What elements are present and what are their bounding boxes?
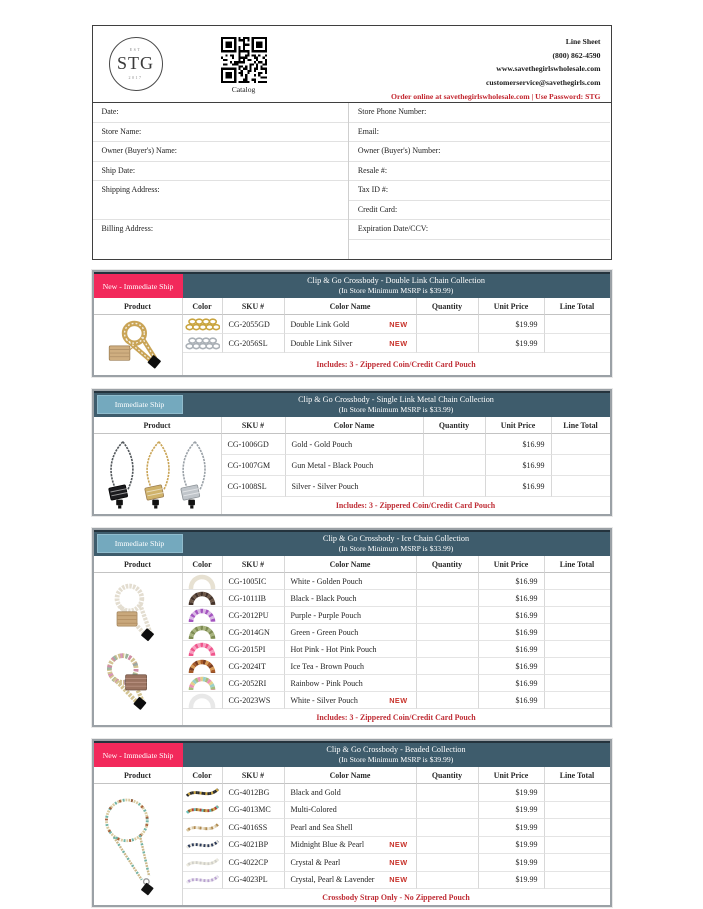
color-name-text: Multi-Colored <box>290 805 337 815</box>
color-name-text: Pearl and Sea Shell <box>290 822 353 832</box>
sku-cell: CG-2052RI <box>223 675 285 692</box>
collection-grid <box>94 556 610 725</box>
chain-swatch-icon <box>185 317 220 332</box>
contact-block <box>390 33 601 101</box>
product-image-cell <box>94 784 183 905</box>
color-name-text: Gold - Gold Pouch <box>291 439 353 449</box>
line-sheet-page <box>92 0 612 907</box>
beaded-crossbody-image <box>97 787 179 902</box>
logo-year-text: 2017 <box>128 74 143 80</box>
form-field-blank[interactable] <box>349 240 611 260</box>
bead-arc-swatch-icon <box>187 590 217 606</box>
double-link-crossbody-image <box>97 318 179 372</box>
color-name-cell <box>286 434 424 455</box>
table-footer-note: Includes: 3 - Zippered Coin/Credit Card Pouch <box>335 501 496 510</box>
new-item-tag: NEW <box>389 338 408 348</box>
column-header-unit-price: Unit Price <box>479 556 545 573</box>
color-swatch-cg-1011ib <box>183 590 223 607</box>
unit-price-cell: $19.99 <box>479 334 545 353</box>
quantity-cell[interactable] <box>424 434 486 455</box>
collection-titles <box>183 393 610 417</box>
product-image-cell <box>94 315 183 375</box>
badge-area <box>94 393 183 417</box>
sku-cell: CG-4023PL <box>223 872 285 890</box>
line-total-cell[interactable] <box>552 434 610 455</box>
collection-msrp-subtitle: (In Store Minimum MSRP is $39.99) <box>338 286 454 296</box>
new-item-tag: NEW <box>389 319 408 329</box>
new-item-tag: NEW <box>389 875 408 885</box>
column-header-color: Color <box>183 767 223 784</box>
quantity-cell[interactable] <box>417 802 479 820</box>
quantity-cell[interactable] <box>417 692 479 709</box>
sku-cell: CG-4013MC <box>223 802 285 820</box>
color-swatch-cg-4023pl <box>183 872 223 890</box>
color-name-cell <box>285 819 417 837</box>
sku-cell: CG-1007GM <box>222 455 286 476</box>
quantity-cell[interactable] <box>424 455 486 476</box>
color-name-text: Double Link Silver <box>290 338 353 348</box>
unit-price-cell: $16.99 <box>479 675 545 692</box>
color-name-text: White - Silver Pouch <box>290 695 358 705</box>
collection-table-clip-go-crossbody-beaded-collection <box>92 739 612 907</box>
color-name-text: Black and Gold <box>290 787 341 797</box>
table-footer-note: Includes: 3 - Zippered Coin/Credit Card Pouch <box>316 359 476 369</box>
sku-cell: CG-2024IT <box>223 658 285 675</box>
column-header-color-name: Color Name <box>285 298 417 315</box>
unit-price-cell: $19.99 <box>479 802 545 820</box>
table-title-bar <box>94 391 610 417</box>
collection-title: Clip & Go Crossbody - Beaded Collection <box>326 744 466 754</box>
column-header-unit-price: Unit Price <box>479 298 545 315</box>
column-header-color-name: Color Name <box>286 417 424 434</box>
collection-titles <box>183 743 610 767</box>
badge-area <box>94 274 183 298</box>
quantity-cell[interactable] <box>417 641 479 658</box>
color-name-cell <box>285 641 417 658</box>
unit-price-cell: $16.99 <box>479 658 545 675</box>
table-title-bar <box>94 741 610 767</box>
color-name-text: Silver - Silver Pouch <box>291 481 359 491</box>
form-field-owner-buyer-s-name[interactable]: Owner (Buyer's) Name: <box>93 142 348 162</box>
form-field-email[interactable]: Email: <box>349 123 611 143</box>
color-swatch-cg-2012pu <box>183 607 223 624</box>
column-header-line-total: Line Total <box>552 417 610 434</box>
unit-price-cell: $16.99 <box>479 641 545 658</box>
new-item-tag: NEW <box>389 857 408 867</box>
color-name-cell <box>285 624 417 641</box>
color-name-cell <box>285 837 417 855</box>
color-swatch-cg-2055gd <box>183 315 223 334</box>
column-header-quantity: Quantity <box>417 556 479 573</box>
unit-price-cell: $16.99 <box>486 476 552 497</box>
column-header-quantity: Quantity <box>417 767 479 784</box>
line-total-cell[interactable] <box>545 872 610 890</box>
bead-strand-swatch-icon <box>185 820 220 835</box>
color-swatch-cg-2024it <box>183 658 223 675</box>
column-header-product: Product <box>94 767 183 784</box>
stg-logo <box>109 37 163 91</box>
color-name-text: Crystal & Pearl <box>290 857 341 867</box>
product-image-cell <box>94 434 222 514</box>
color-name-text: Green - Green Pouch <box>290 627 359 637</box>
form-field-resale[interactable]: Resale #: <box>349 162 611 182</box>
line-total-cell[interactable] <box>545 590 610 607</box>
collection-title: Clip & Go Crossbody - Single Link Metal Chain Collection <box>298 394 494 404</box>
color-name-cell <box>285 784 417 802</box>
line-total-cell[interactable] <box>545 802 610 820</box>
column-header-color: Color <box>183 556 223 573</box>
quantity-cell[interactable] <box>417 590 479 607</box>
qr-catalog-label: Catalog <box>231 85 256 94</box>
bead-strand-swatch-icon <box>185 802 220 817</box>
ice-chain-pair-image <box>97 576 179 722</box>
form-field-tax-id[interactable]: Tax ID #: <box>349 181 611 201</box>
color-swatch-cg-4013mc <box>183 802 223 820</box>
new-item-tag: NEW <box>389 695 408 705</box>
quantity-cell[interactable] <box>417 675 479 692</box>
logo-name-text: STG <box>116 53 154 74</box>
unit-price-cell: $19.99 <box>479 315 545 334</box>
catalog-qr-block <box>219 35 269 97</box>
color-swatch-cg-2052ri <box>183 675 223 692</box>
line-total-cell[interactable] <box>552 476 610 497</box>
badge-inset <box>94 393 183 417</box>
collection-titles <box>183 532 610 556</box>
ship-status-badge: New - Immediate Ship <box>94 743 183 767</box>
sku-cell: CG-2014GN <box>223 624 285 641</box>
line-total-cell[interactable] <box>545 854 610 872</box>
line-total-cell[interactable] <box>545 784 610 802</box>
unit-price-cell: $16.99 <box>479 624 545 641</box>
table-title-bar <box>94 530 610 556</box>
form-field-date[interactable]: Date: <box>93 103 348 123</box>
form-field-expiration-date-ccv[interactable]: Expiration Date/CCV: <box>349 220 611 240</box>
line-total-cell[interactable] <box>545 624 610 641</box>
bead-arc-swatch-icon <box>187 573 217 589</box>
color-name-cell <box>285 334 417 353</box>
color-name-cell <box>285 802 417 820</box>
bead-arc-swatch-icon <box>187 658 217 674</box>
product-image-cell <box>94 573 183 725</box>
order-info-form <box>93 103 611 259</box>
line-total-cell[interactable] <box>545 658 610 675</box>
collection-title: Clip & Go Crossbody - Double Link Chain Collection <box>307 275 485 285</box>
line-total-cell[interactable] <box>552 455 610 476</box>
color-name-text: Crystal, Pearl & Lavender <box>290 875 375 885</box>
column-header-color: Color <box>183 298 223 315</box>
ship-status-badge: New - Immediate Ship <box>94 274 183 298</box>
quantity-cell[interactable] <box>417 658 479 675</box>
line-total-cell[interactable] <box>545 315 610 334</box>
badge-area <box>94 532 183 556</box>
color-swatch-cg-4022cp <box>183 854 223 872</box>
color-name-cell <box>285 590 417 607</box>
form-field-credit-card[interactable]: Credit Card: <box>349 201 611 221</box>
quantity-cell[interactable] <box>417 624 479 641</box>
color-name-cell <box>285 675 417 692</box>
sku-cell: CG-2023WS <box>223 692 285 709</box>
sku-cell: CG-1005IC <box>223 573 285 590</box>
color-name-cell <box>286 455 424 476</box>
document-header <box>93 26 611 103</box>
sku-cell: CG-2056SL <box>223 334 285 353</box>
order-online-note: Order online at savethegirlswholesale.com | Use Password: STG <box>390 91 601 101</box>
quantity-cell[interactable] <box>417 607 479 624</box>
collection-grid <box>94 417 610 514</box>
quantity-cell[interactable] <box>417 315 479 334</box>
unit-price-cell: $19.99 <box>479 784 545 802</box>
line-total-cell[interactable] <box>545 641 610 658</box>
form-field-shipping-address[interactable]: Shipping Address: <box>93 181 348 220</box>
color-name-cell <box>285 854 417 872</box>
color-swatch-cg-2015pi <box>183 641 223 658</box>
line-total-cell[interactable] <box>545 334 610 353</box>
line-total-cell[interactable] <box>545 819 610 837</box>
color-swatch-cg-4021bp <box>183 837 223 855</box>
sku-cell: CG-4016SS <box>223 819 285 837</box>
color-name-cell <box>285 315 417 334</box>
color-name-text: Rainbow - Pink Pouch <box>290 678 363 688</box>
collection-title: Clip & Go Crossbody - Ice Chain Collection <box>322 533 470 543</box>
color-name-cell <box>285 573 417 590</box>
qr-code-icon <box>221 37 267 83</box>
unit-price-cell: $16.99 <box>479 590 545 607</box>
sku-cell: CG-4021BP <box>223 837 285 855</box>
sku-cell: CG-2055GD <box>223 315 285 334</box>
form-left-column <box>93 103 349 259</box>
unit-price-cell: $16.99 <box>479 692 545 709</box>
form-field-owner-buyer-s-number[interactable]: Owner (Buyer's) Number: <box>349 142 611 162</box>
unit-price-cell: $19.99 <box>479 872 545 890</box>
table-footer-note: Crossbody Strap Only - No Zippered Pouch <box>322 892 470 902</box>
collection-table-clip-go-crossbody-single-link-metal-chain-collection <box>92 389 612 516</box>
column-header-product: Product <box>94 298 183 315</box>
sku-cell: CG-1011IB <box>223 590 285 607</box>
collection-msrp-subtitle: (In Store Minimum MSRP is $39.99) <box>338 755 454 765</box>
collection-tables <box>92 270 612 907</box>
form-field-store-name[interactable]: Store Name: <box>93 123 348 143</box>
color-swatch-cg-2014gn <box>183 624 223 641</box>
unit-price-cell: $16.99 <box>486 434 552 455</box>
collection-grid <box>94 298 610 375</box>
column-header-quantity: Quantity <box>417 298 479 315</box>
color-swatch-cg-2023ws <box>183 692 223 709</box>
table-title-bar <box>94 272 610 298</box>
color-name-cell <box>285 692 417 709</box>
quantity-cell[interactable] <box>417 819 479 837</box>
collection-table-clip-go-crossbody-ice-chain-collection <box>92 528 612 727</box>
color-name-cell <box>286 476 424 497</box>
line-total-cell[interactable] <box>545 675 610 692</box>
unit-price-cell: $19.99 <box>479 854 545 872</box>
color-name-text: White - Golden Pouch <box>290 576 363 586</box>
bead-strand-swatch-icon <box>185 837 220 852</box>
column-header-sku: SKU # <box>223 298 285 315</box>
doc-type-label: Line Sheet <box>565 37 601 46</box>
badge-inset <box>94 532 183 556</box>
column-header-color-name: Color Name <box>285 556 417 573</box>
color-name-cell <box>285 872 417 890</box>
form-right-column <box>349 103 611 259</box>
badge-area <box>94 743 183 767</box>
color-name-text: Purple - Purple Pouch <box>290 610 361 620</box>
bead-arc-swatch-icon <box>187 607 217 623</box>
column-header-line-total: Line Total <box>545 298 610 315</box>
color-name-cell <box>285 658 417 675</box>
quantity-cell[interactable] <box>417 837 479 855</box>
collection-msrp-subtitle: (In Store Minimum MSRP is $33.99) <box>338 405 454 415</box>
collection-msrp-subtitle: (In Store Minimum MSRP is $33.99) <box>338 544 454 554</box>
line-total-cell[interactable] <box>545 837 610 855</box>
single-link-trio-image <box>98 437 216 511</box>
color-swatch-cg-1005ic <box>183 573 223 590</box>
unit-price-cell: $16.99 <box>486 455 552 476</box>
sku-cell: CG-4012BG <box>223 784 285 802</box>
bead-arc-swatch-icon <box>187 692 217 708</box>
bead-strand-swatch-icon <box>185 855 220 870</box>
collection-table-clip-go-crossbody-double-link-chain-collection <box>92 270 612 377</box>
quantity-cell[interactable] <box>417 573 479 590</box>
collection-grid <box>94 767 610 905</box>
sku-cell: CG-2015PI <box>223 641 285 658</box>
sku-cell: CG-1006GD <box>222 434 286 455</box>
quantity-cell[interactable] <box>417 872 479 890</box>
column-header-product: Product <box>94 417 222 434</box>
bead-arc-swatch-icon <box>187 641 217 657</box>
unit-price-cell: $16.99 <box>479 573 545 590</box>
color-name-text: Black - Black Pouch <box>290 593 357 603</box>
color-name-text: Gun Metal - Black Pouch <box>291 460 374 470</box>
color-name-text: Midnight Blue & Pearl <box>290 840 365 850</box>
unit-price-cell: $19.99 <box>479 819 545 837</box>
column-header-quantity: Quantity <box>424 417 486 434</box>
column-header-color-name: Color Name <box>285 767 417 784</box>
color-name-text: Double Link Gold <box>290 319 350 329</box>
column-header-line-total: Line Total <box>545 556 610 573</box>
quantity-cell[interactable] <box>424 476 486 497</box>
color-name-cell <box>285 607 417 624</box>
chain-swatch-icon <box>185 336 220 351</box>
sku-cell: CG-2012PU <box>223 607 285 624</box>
form-field-billing-address[interactable]: Billing Address: <box>101 224 154 233</box>
column-header-sku: SKU # <box>223 767 285 784</box>
column-header-sku: SKU # <box>222 417 286 434</box>
logo-est-text: EST <box>129 47 142 53</box>
bead-strand-swatch-icon <box>185 785 220 800</box>
bead-strand-swatch-icon <box>185 872 220 887</box>
new-item-tag: NEW <box>389 840 408 850</box>
sku-cell: CG-4022CP <box>223 854 285 872</box>
column-header-line-total: Line Total <box>545 767 610 784</box>
ship-status-badge: Immediate Ship <box>97 534 183 553</box>
bead-arc-swatch-icon <box>187 675 217 691</box>
column-header-unit-price: Unit Price <box>479 767 545 784</box>
line-total-cell[interactable] <box>545 573 610 590</box>
header-form-box <box>92 25 612 260</box>
collection-titles <box>183 274 610 298</box>
color-swatch-cg-2056sl <box>183 334 223 353</box>
quantity-cell[interactable] <box>417 854 479 872</box>
phone-number: (800) 862-4590 <box>552 50 601 60</box>
unit-price-cell: $19.99 <box>479 837 545 855</box>
color-name-text: Hot Pink - Hot Pink Pouch <box>290 644 377 654</box>
column-header-sku: SKU # <box>223 556 285 573</box>
sku-cell: CG-1008SL <box>222 476 286 497</box>
email-link[interactable]: customerservice@savethegirls.com <box>485 78 601 88</box>
form-field-ship-date[interactable]: Ship Date: <box>93 162 348 182</box>
line-total-cell[interactable] <box>545 692 610 709</box>
ship-status-badge: Immediate Ship <box>97 395 183 414</box>
quantity-cell[interactable] <box>417 784 479 802</box>
form-field-store-phone-number[interactable]: Store Phone Number: <box>349 103 611 123</box>
website-link[interactable]: www.savethegirlswholesale.com <box>496 64 601 74</box>
color-name-text: Ice Tea - Brown Pouch <box>290 661 364 671</box>
unit-price-cell: $16.99 <box>479 607 545 624</box>
line-total-cell[interactable] <box>545 607 610 624</box>
color-swatch-cg-4012bg <box>183 784 223 802</box>
column-header-product: Product <box>94 556 183 573</box>
table-footer-note: Includes: 3 - Zippered Coin/Credit Card Pouch <box>316 712 476 722</box>
quantity-cell[interactable] <box>417 334 479 353</box>
color-swatch-cg-4016ss <box>183 819 223 837</box>
column-header-unit-price: Unit Price <box>486 417 552 434</box>
bead-arc-swatch-icon <box>187 624 217 640</box>
